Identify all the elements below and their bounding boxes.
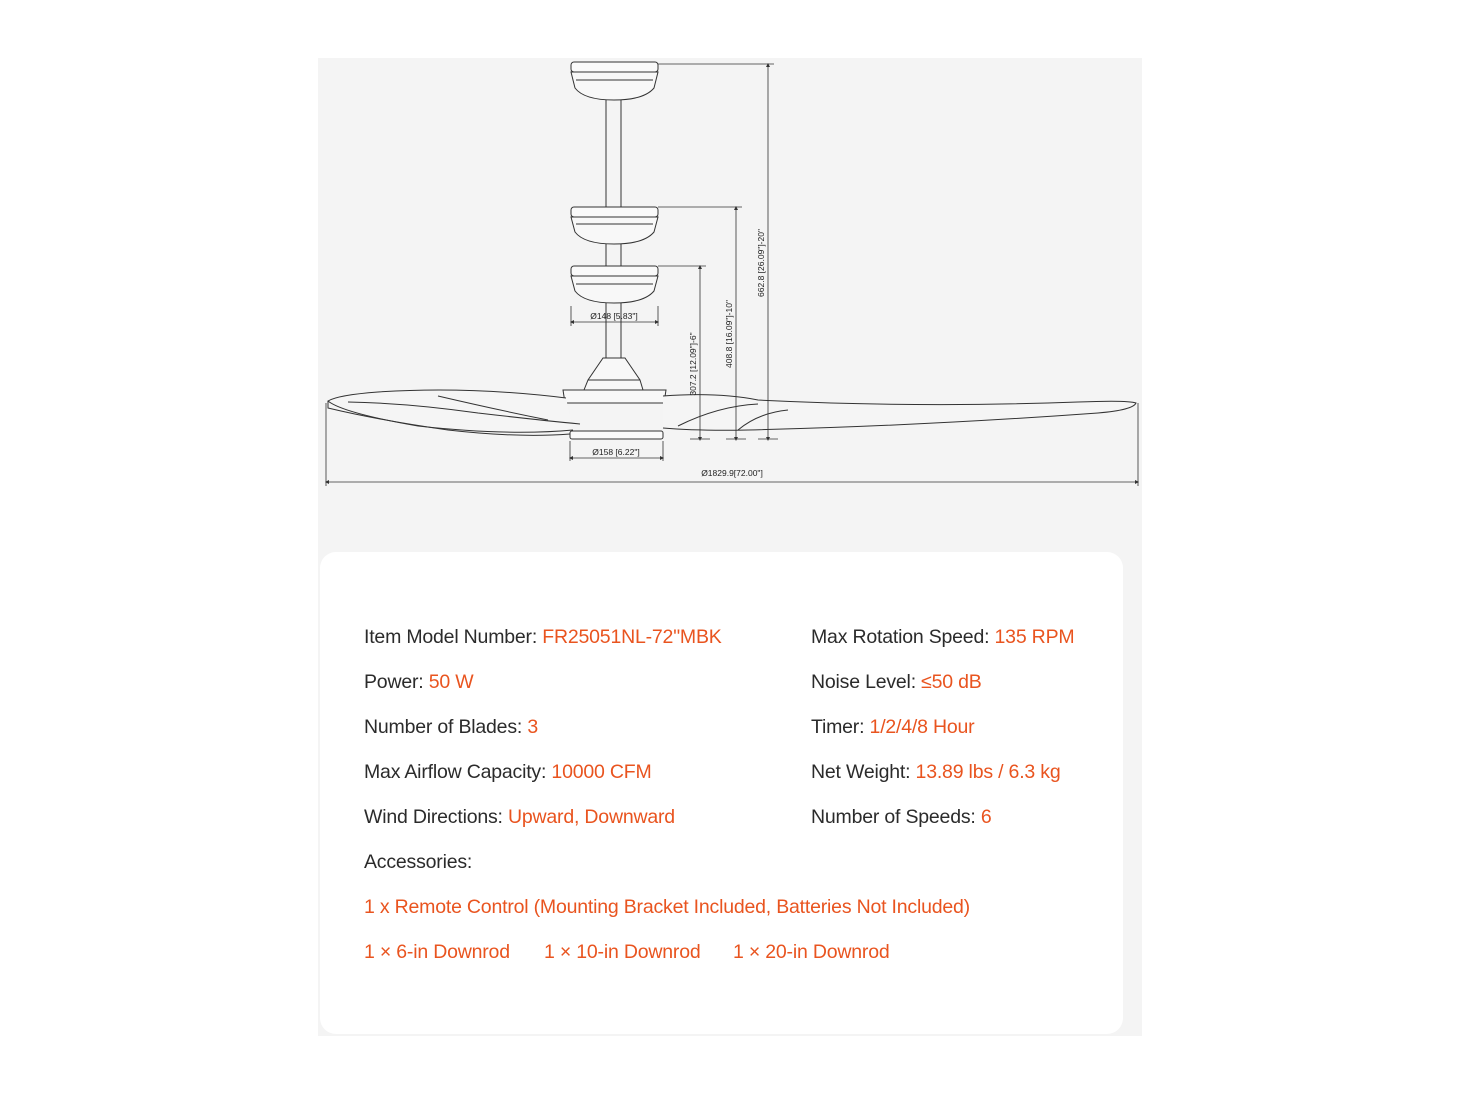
spec-airflow: Max Airflow Capacity: 10000 CFM xyxy=(364,761,652,783)
spec-wind-directions: Wind Directions: Upward, Downward xyxy=(364,806,675,828)
canopy-diameter-label: Ø148 [5.83"] xyxy=(590,311,638,321)
spec-model-number: Item Model Number: FR25051NL-72"MBK xyxy=(364,626,722,648)
height-10in-label: 408.8 [16.09"]-10" xyxy=(724,300,734,368)
accessory-remote-control: 1 x Remote Control (Mounting Bracket Included, Batteries Not Included) xyxy=(364,896,970,918)
downrod-coupler-10in xyxy=(571,207,658,244)
accessory-downrod-20in: 1 × 20-in Downrod xyxy=(733,941,890,963)
accessory-downrod-10in: 1 × 10-in Downrod xyxy=(544,941,701,963)
spec-value: FR25051NL-72"MBK xyxy=(542,626,722,648)
ceiling-canopy xyxy=(571,62,658,100)
spec-noise-level: Noise Level: ≤50 dB xyxy=(811,671,982,693)
height-20in-label: 662.8 [26.09"]-20" xyxy=(756,229,766,297)
spec-net-weight: Net Weight: 13.89 lbs / 6.3 kg xyxy=(811,761,1061,783)
downrod-coupler-6in xyxy=(571,266,658,303)
spec-value: 6 xyxy=(980,806,992,828)
spec-value: 13.89 lbs / 6.3 kg xyxy=(915,761,1061,783)
spec-rotation-speed: Max Rotation Speed: 135 RPM xyxy=(811,626,1075,648)
spec-value: 50 W xyxy=(428,671,474,693)
spec-value: Upward, Downward xyxy=(507,806,675,828)
fan-dimension-drawing xyxy=(318,58,1142,548)
spec-value: 10000 CFM xyxy=(551,761,652,783)
height-6in-label: 307.2 [12.09"]-6" xyxy=(688,332,698,396)
spec-blades: Number of Blades: 3 xyxy=(364,716,538,738)
motor-housing xyxy=(563,358,666,439)
spec-value: 1/2/4/8 Hour xyxy=(869,716,975,738)
span-diameter-label: Ø1829.9[72.00"] xyxy=(701,468,763,478)
spec-value: 3 xyxy=(527,716,538,738)
accessories-label: Accessories: xyxy=(364,851,473,873)
spec-value: 135 RPM xyxy=(994,626,1075,648)
spec-timer: Timer: 1/2/4/8 Hour xyxy=(811,716,975,738)
motor-diameter-label: Ø158 [6.22"] xyxy=(592,447,640,457)
spec-power: Power: 50 W xyxy=(364,671,474,693)
fan-blades xyxy=(328,390,1136,435)
spec-value: ≤50 dB xyxy=(921,671,982,693)
accessory-downrod-6in: 1 × 6-in Downrod xyxy=(364,941,510,963)
spec-speeds: Number of Speeds: 6 xyxy=(811,806,992,828)
